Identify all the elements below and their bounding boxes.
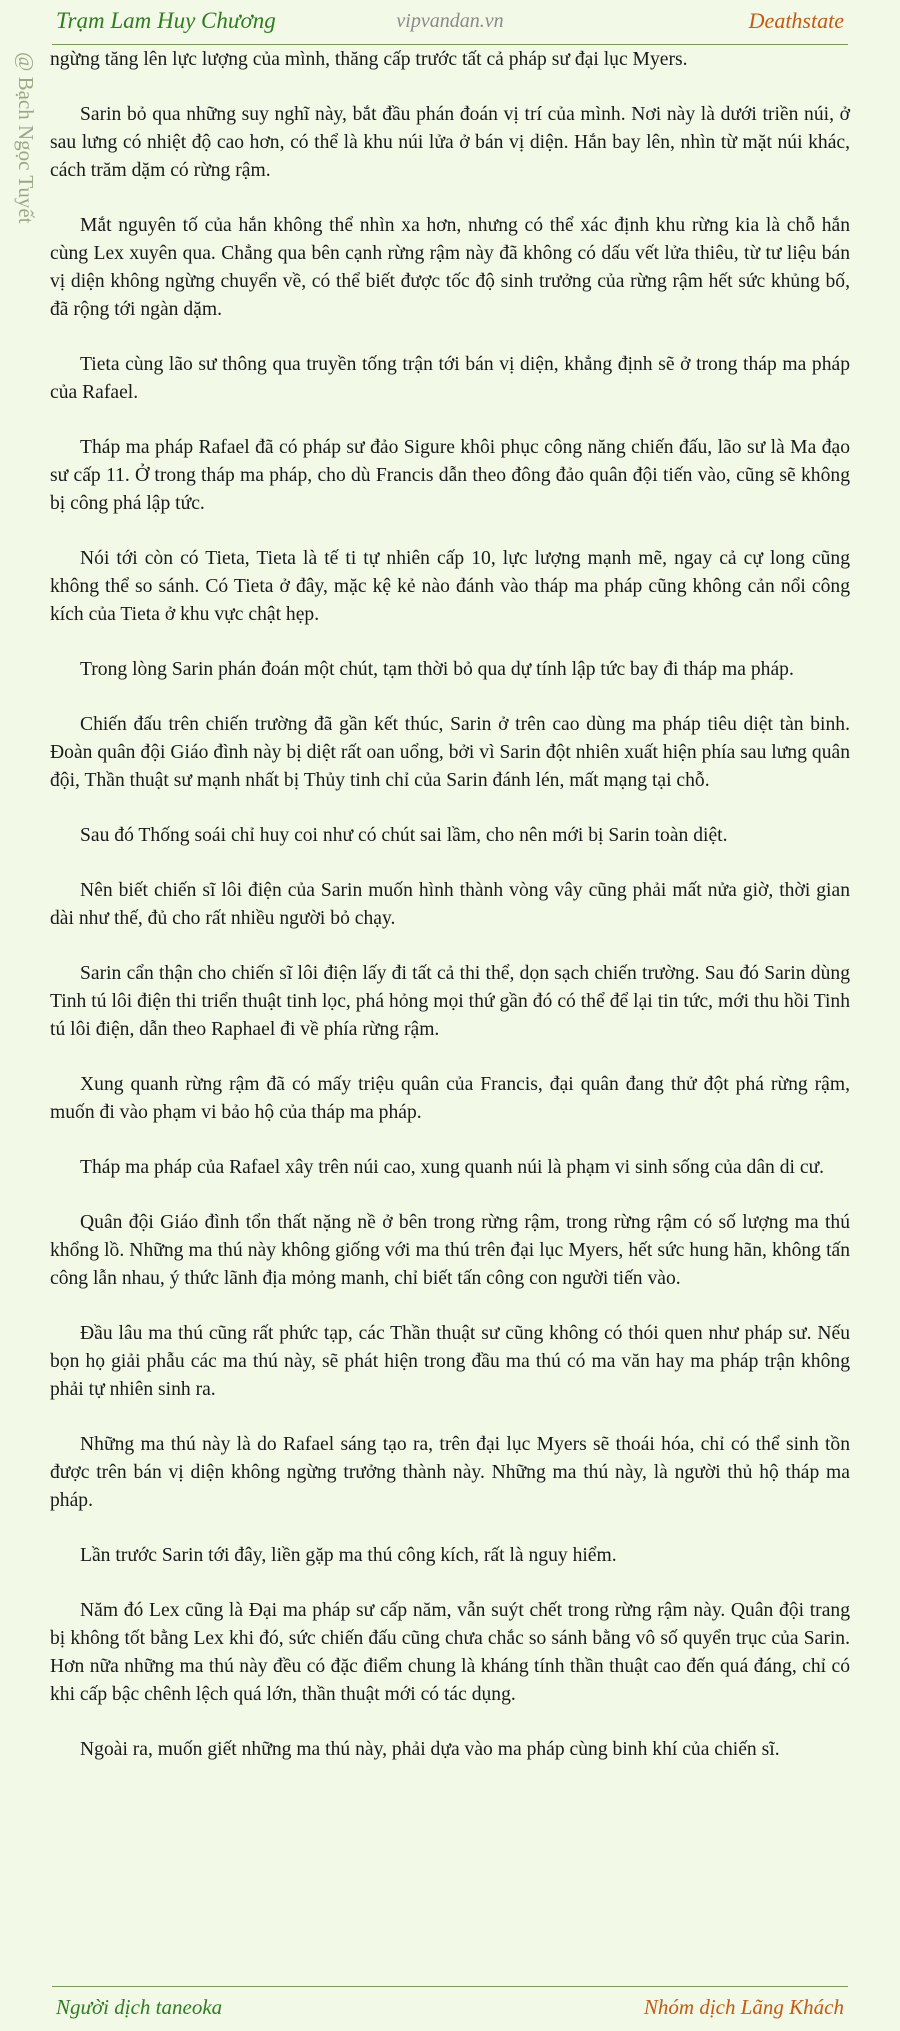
side-watermark <box>4 52 44 282</box>
paragraph: Trong lòng Sarin phán đoán một chút, tạm thời bỏ qua dự tính lập tức bay đi tháp ma pháp. <box>80 659 794 680</box>
paragraph: ngừng tăng lên lực lượng của mình, thăng cấp trước tất cả pháp sư đại lục Myers. <box>50 49 688 70</box>
paragraph: Nên biết chiến sĩ lôi điện của Sarin muốn hình thành vòng vây cũng phải mất nửa giờ, thời gian dài như thế, đủ cho rất nhiều người bỏ chạy. <box>50 880 850 929</box>
paragraph: Ngoài ra, muốn giết những ma thú này, phải dựa vào ma pháp cùng binh khí của chiến sĩ. <box>80 1739 780 1760</box>
page-header <box>52 0 848 45</box>
chapter-body <box>50 46 850 1791</box>
page-footer <box>52 1986 848 2031</box>
paragraph: Nói tới còn có Tieta, Tieta là tế ti tự nhiên cấp 10, lực lượng mạnh mẽ, ngay cả cự long cũng không thể so sánh. Có Tieta ở đây, mặc kệ kẻ nào đánh vào tháp ma pháp cũng không cản nổi công kích của Tieta ở khu vực chật hẹp. <box>50 548 850 625</box>
paragraph: Tháp ma pháp của Rafael xây trên núi cao, xung quanh núi là phạm vi sinh sống của dân di cư. <box>80 1157 825 1178</box>
paragraph: Năm đó Lex cũng là Đại ma pháp sư cấp năm, vẫn suýt chết trong rừng rậm này. Quân đội trang bị không tốt bằng Lex khi đó, sức chiến đấu cũng chưa chắc so sánh bằng vô số quyển trục của Sarin. Hơn nữa những ma thú này đều có đặc điểm chung là kháng tính thần thuật cao đến quá đáng, chỉ có khi cấp bậc chênh lệch quá lớn, thần thuật mới có tác dụng. <box>50 1600 850 1705</box>
paragraph: Tieta cùng lão sư thông qua truyền tống trận tới bán vị diện, khẳng định sẽ ở trong tháp ma pháp của Rafael. <box>50 354 850 403</box>
paragraph: Đầu lâu ma thú cũng rất phức tạp, các Thần thuật sư cũng không có thói quen như pháp sư. Nếu bọn họ giải phẫu các ma thú này, sẽ phát hiện trong đầu ma thú có ma văn hay ma pháp trận không phải tự nhiên sinh ra. <box>50 1323 850 1400</box>
side-credit: @ Bạch Ngọc Tuyết <box>14 52 38 224</box>
paragraph: Xung quanh rừng rậm đã có mấy triệu quân của Francis, đại quân đang thử đột phá rừng rậm, muốn đi vào phạm vi bảo hộ của tháp ma pháp. <box>50 1074 850 1123</box>
header-author: Deathstate <box>748 8 844 33</box>
paragraph: Quân đội Giáo đình tổn thất nặng nề ở bên trong rừng rậm, trong rừng rậm có số lượng ma thú khổng lồ. Những ma thú này không giống với ma thú trên đại lục Myers, hết sức hung hãn, không tấn công lẫn nhau, ý thức lãnh địa mỏng manh, chỉ biết tấn công con người tiến vào. <box>50 1212 850 1289</box>
paragraph: Mắt nguyên tố của hắn không thể nhìn xa hơn, nhưng có thể xác định khu rừng kia là chỗ hắn cùng Lex xuyên qua. Chẳng qua bên cạnh rừng rậm này đã không có dấu vết lửa thiêu, từ tư liệu bán vị diện không ngừng chuyển về, có thể biết được tốc độ sinh trưởng của rừng rậm hết sức khủng bố, đã rộng tới ngàn dặm. <box>50 215 850 320</box>
paragraph: Sau đó Thống soái chỉ huy coi như có chút sai lầm, cho nên mới bị Sarin toàn diệt. <box>80 825 728 846</box>
header-site: vipvandan.vn <box>396 10 504 32</box>
paragraph: Những ma thú này là do Rafael sáng tạo ra, trên đại lục Myers sẽ thoái hóa, chỉ có thể sinh tồn được trên bán vị diện không ngừng trưởng thành này. Những ma thú này, là người thủ hộ tháp ma pháp. <box>50 1434 850 1511</box>
paragraph: Tháp ma pháp Rafael đã có pháp sư đảo Sigure khôi phục công năng chiến đấu, lão sư là Ma đạo sư cấp 11. Ở trong tháp ma pháp, cho dù Francis dẫn theo đông đảo quân đội tiến vào, cũng sẽ không bị công phá lập tức. <box>50 437 850 514</box>
paragraph: Sarin bỏ qua những suy nghĩ này, bắt đầu phán đoán vị trí của mình. Nơi này là dưới triền núi, ở sau lưng có nhiệt độ cao hơn, có thể là khu núi lửa ở bán vị diện. Hắn bay lên, nhìn từ mặt núi khác, cách trăm dặm có rừng rậm. <box>50 104 850 181</box>
paragraph: Chiến đấu trên chiến trường đã gần kết thúc, Sarin ở trên cao dùng ma pháp tiêu diệt tàn binh. Đoàn quân đội Giáo đình này bị diệt rất oan uổng, bởi vì Sarin đột nhiên xuất hiện phía sau lưng quân đội, Thần thuật sư mạnh nhất bị Thủy tinh chỉ của Sarin đánh lén, mất mạng tại chỗ. <box>50 714 850 791</box>
header-series-title: Trạm Lam Huy Chương <box>56 8 276 33</box>
footer-group: Nhóm dịch Lãng Khách <box>643 1995 844 2019</box>
paragraph: Lần trước Sarin tới đây, liền gặp ma thú công kích, rất là nguy hiểm. <box>80 1545 617 1566</box>
footer-translator: Người dịch taneoka <box>56 1995 223 2019</box>
paragraph: Sarin cẩn thận cho chiến sĩ lôi điện lấy đi tất cả thi thể, dọn sạch chiến trường. Sau đó Sarin dùng Tinh tú lôi điện thi triển thuật tinh lọc, phá hỏng mọi thứ gần đó có thể để lại tin tức, mới thu hồi Tinh tú lôi điện, dẫn theo Raphael đi về phía rừng rậm. <box>50 963 850 1040</box>
